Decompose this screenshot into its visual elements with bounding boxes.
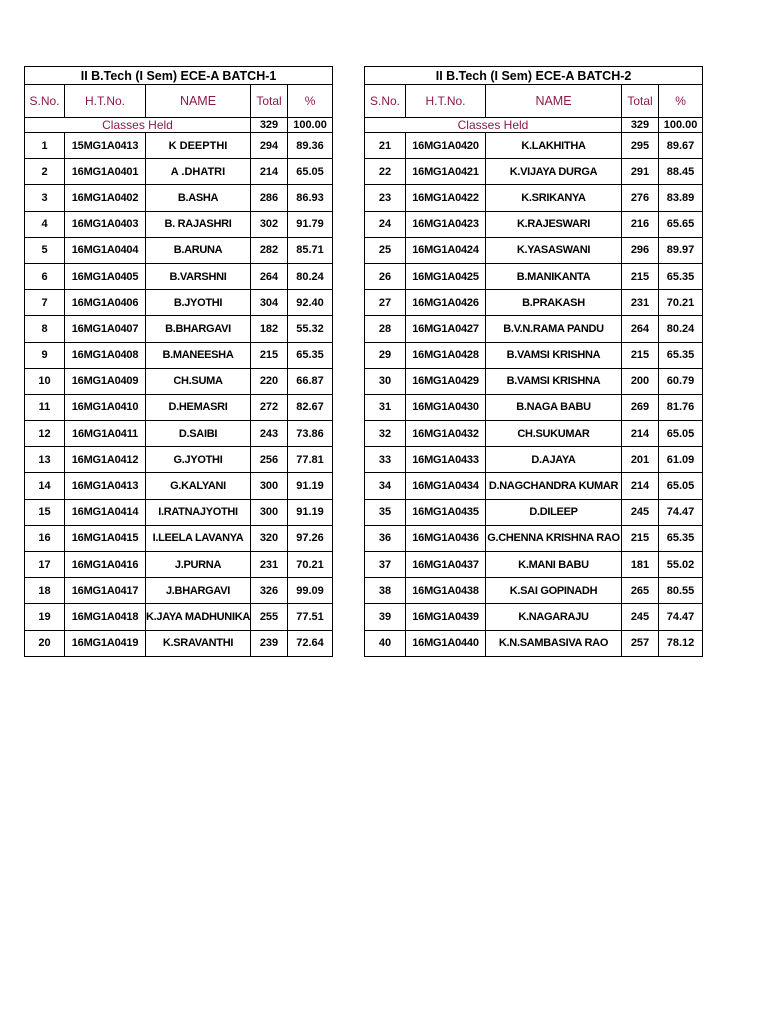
student-name-cell: K.SAI GOPINADH — [486, 578, 622, 604]
table-row — [365, 499, 703, 525]
classes-held-percent: 100.00 — [288, 118, 333, 133]
student-name-cell: B.JYOTHI — [146, 290, 251, 316]
hall-ticket-cell: 16MG1A0437 — [406, 552, 486, 578]
serial-number-cell: 33 — [365, 447, 406, 473]
serial-number-cell: 31 — [365, 394, 406, 420]
hall-ticket-cell: 16MG1A0406 — [65, 290, 146, 316]
attended-total-cell: 326 — [251, 578, 288, 604]
serial-number-cell: 14 — [25, 473, 65, 499]
batch-1-table — [24, 66, 333, 657]
attendance-percent-cell: 65.35 — [659, 525, 703, 551]
attendance-percent-cell: 55.02 — [659, 552, 703, 578]
attendance-percent-cell: 80.24 — [288, 263, 333, 289]
attendance-percent-cell: 70.21 — [288, 552, 333, 578]
student-name-cell: B.V.N.RAMA PANDU — [486, 316, 622, 342]
table-row — [365, 421, 703, 447]
table-row — [25, 578, 333, 604]
serial-number-cell: 15 — [25, 499, 65, 525]
attended-total-cell: 256 — [251, 447, 288, 473]
hall-ticket-cell: 16MG1A0415 — [65, 525, 146, 551]
student-name-cell: K.VIJAYA DURGA — [486, 159, 622, 185]
attendance-percent-cell: 65.35 — [659, 342, 703, 368]
attended-total-cell: 201 — [622, 447, 659, 473]
student-name-cell: K.NAGARAJU — [486, 604, 622, 630]
student-name-cell: I.LEELA LAVANYA — [146, 525, 251, 551]
attendance-percent-cell: 91.79 — [288, 211, 333, 237]
attendance-percent-cell: 73.86 — [288, 421, 333, 447]
hall-ticket-cell: 16MG1A0439 — [406, 604, 486, 630]
attendance-percent-cell: 92.40 — [288, 290, 333, 316]
student-name-cell: B.MANEESHA — [146, 342, 251, 368]
serial-number-cell: 37 — [365, 552, 406, 578]
table-row — [25, 368, 333, 394]
student-name-cell: K.LAKHITHA — [486, 133, 622, 159]
attended-total-cell: 245 — [622, 604, 659, 630]
header-percent: % — [288, 85, 333, 118]
attendance-percent-cell: 65.35 — [659, 263, 703, 289]
attended-total-cell: 295 — [622, 133, 659, 159]
attended-total-cell: 215 — [622, 525, 659, 551]
student-name-cell: B.VAMSI KRISHNA — [486, 342, 622, 368]
hall-ticket-cell: 16MG1A0423 — [406, 211, 486, 237]
attended-total-cell: 214 — [622, 421, 659, 447]
table-row — [25, 421, 333, 447]
attendance-percent-cell: 89.67 — [659, 133, 703, 159]
attended-total-cell: 264 — [622, 316, 659, 342]
hall-ticket-cell: 16MG1A0417 — [65, 578, 146, 604]
hall-ticket-cell: 16MG1A0427 — [406, 316, 486, 342]
batch-title: II B.Tech (I Sem) ECE-A BATCH-2 — [365, 67, 703, 85]
attendance-percent-cell: 65.05 — [288, 159, 333, 185]
attended-total-cell: 264 — [251, 263, 288, 289]
hall-ticket-cell: 16MG1A0429 — [406, 368, 486, 394]
hall-ticket-cell: 16MG1A0421 — [406, 159, 486, 185]
serial-number-cell: 20 — [25, 630, 65, 656]
hall-ticket-cell: 16MG1A0413 — [65, 473, 146, 499]
student-name-cell: B.PRAKASH — [486, 290, 622, 316]
attended-total-cell: 320 — [251, 525, 288, 551]
serial-number-cell: 32 — [365, 421, 406, 447]
attendance-percent-cell: 91.19 — [288, 499, 333, 525]
attended-total-cell: 294 — [251, 133, 288, 159]
hall-ticket-cell: 16MG1A0401 — [65, 159, 146, 185]
student-name-cell: CH.SUMA — [146, 368, 251, 394]
attendance-percent-cell: 65.05 — [659, 421, 703, 447]
student-name-cell: B. RAJASHRI — [146, 211, 251, 237]
attended-total-cell: 304 — [251, 290, 288, 316]
classes-held-total: 329 — [622, 118, 659, 133]
serial-number-cell: 2 — [25, 159, 65, 185]
hall-ticket-cell: 16MG1A0430 — [406, 394, 486, 420]
hall-ticket-cell: 16MG1A0424 — [406, 237, 486, 263]
student-name-cell: B.BHARGAVI — [146, 316, 251, 342]
header-htno: H.T.No. — [406, 85, 486, 118]
hall-ticket-cell: 16MG1A0410 — [65, 394, 146, 420]
attended-total-cell: 282 — [251, 237, 288, 263]
hall-ticket-cell: 16MG1A0426 — [406, 290, 486, 316]
student-name-cell: K.YASASWANI — [486, 237, 622, 263]
attendance-percent-cell: 60.79 — [659, 368, 703, 394]
serial-number-cell: 7 — [25, 290, 65, 316]
attended-total-cell: 215 — [251, 342, 288, 368]
serial-number-cell: 36 — [365, 525, 406, 551]
attendance-percent-cell: 80.24 — [659, 316, 703, 342]
hall-ticket-cell: 16MG1A0414 — [65, 499, 146, 525]
attended-total-cell: 286 — [251, 185, 288, 211]
header-percent: % — [659, 85, 703, 118]
table-row — [365, 237, 703, 263]
table-row — [25, 290, 333, 316]
attendance-percent-cell: 86.93 — [288, 185, 333, 211]
attended-total-cell: 302 — [251, 211, 288, 237]
attendance-percent-cell: 55.32 — [288, 316, 333, 342]
attendance-percent-cell: 85.71 — [288, 237, 333, 263]
classes-held-label: Classes Held — [25, 118, 251, 133]
student-name-cell: K.SRIKANYA — [486, 185, 622, 211]
attendance-percent-cell: 65.05 — [659, 473, 703, 499]
attended-total-cell: 216 — [622, 211, 659, 237]
header-htno: H.T.No. — [65, 85, 146, 118]
student-name-cell: I.RATNAJYOTHI — [146, 499, 251, 525]
serial-number-cell: 24 — [365, 211, 406, 237]
attended-total-cell: 269 — [622, 394, 659, 420]
serial-number-cell: 34 — [365, 473, 406, 499]
student-name-cell: G.JYOTHI — [146, 447, 251, 473]
attended-total-cell: 255 — [251, 604, 288, 630]
student-name-cell: J.BHARGAVI — [146, 578, 251, 604]
attended-total-cell: 265 — [622, 578, 659, 604]
serial-number-cell: 39 — [365, 604, 406, 630]
student-name-cell: J.PURNA — [146, 552, 251, 578]
serial-number-cell: 13 — [25, 447, 65, 473]
attended-total-cell: 214 — [622, 473, 659, 499]
serial-number-cell: 29 — [365, 342, 406, 368]
attended-total-cell: 239 — [251, 630, 288, 656]
hall-ticket-cell: 16MG1A0408 — [65, 342, 146, 368]
student-name-cell: A .DHATRI — [146, 159, 251, 185]
attendance-percent-cell: 78.12 — [659, 630, 703, 656]
hall-ticket-cell: 16MG1A0405 — [65, 263, 146, 289]
table-row — [25, 342, 333, 368]
serial-number-cell: 3 — [25, 185, 65, 211]
attended-total-cell: 181 — [622, 552, 659, 578]
attendance-percent-cell: 99.09 — [288, 578, 333, 604]
student-name-cell: B.VAMSI KRISHNA — [486, 368, 622, 394]
hall-ticket-cell: 16MG1A0432 — [406, 421, 486, 447]
attendance-percent-cell: 66.87 — [288, 368, 333, 394]
student-name-cell: D.HEMASRI — [146, 394, 251, 420]
student-name-cell: K.MANI BABU — [486, 552, 622, 578]
table-row — [25, 552, 333, 578]
attendance-percent-cell: 82.67 — [288, 394, 333, 420]
table-row — [365, 290, 703, 316]
header-name: NAME — [146, 85, 251, 118]
table-row — [25, 185, 333, 211]
attendance-percent-cell: 81.76 — [659, 394, 703, 420]
attended-total-cell: 300 — [251, 473, 288, 499]
serial-number-cell: 9 — [25, 342, 65, 368]
serial-number-cell: 17 — [25, 552, 65, 578]
attendance-percent-cell: 65.65 — [659, 211, 703, 237]
header-name: NAME — [486, 85, 622, 118]
serial-number-cell: 25 — [365, 237, 406, 263]
table-row — [25, 630, 333, 656]
attended-total-cell: 296 — [622, 237, 659, 263]
attendance-percent-cell: 74.47 — [659, 604, 703, 630]
student-name-cell: D.DILEEP — [486, 499, 622, 525]
hall-ticket-cell: 16MG1A0416 — [65, 552, 146, 578]
hall-ticket-cell: 16MG1A0438 — [406, 578, 486, 604]
table-row — [365, 630, 703, 656]
serial-number-cell: 8 — [25, 316, 65, 342]
student-name-cell: K DEEPTHI — [146, 133, 251, 159]
classes-held-label: Classes Held — [365, 118, 622, 133]
hall-ticket-cell: 15MG1A0413 — [65, 133, 146, 159]
hall-ticket-cell: 16MG1A0403 — [65, 211, 146, 237]
attendance-percent-cell: 88.45 — [659, 159, 703, 185]
table-row — [25, 263, 333, 289]
hall-ticket-cell: 16MG1A0404 — [65, 237, 146, 263]
table-row — [365, 552, 703, 578]
serial-number-cell: 12 — [25, 421, 65, 447]
hall-ticket-cell: 16MG1A0434 — [406, 473, 486, 499]
table-row — [25, 159, 333, 185]
table-row — [365, 525, 703, 551]
hall-ticket-cell: 16MG1A0412 — [65, 447, 146, 473]
table-row — [365, 159, 703, 185]
serial-number-cell: 16 — [25, 525, 65, 551]
serial-number-cell: 5 — [25, 237, 65, 263]
attendance-percent-cell: 65.35 — [288, 342, 333, 368]
hall-ticket-cell: 16MG1A0402 — [65, 185, 146, 211]
table-row — [365, 368, 703, 394]
table-row — [25, 499, 333, 525]
serial-number-cell: 6 — [25, 263, 65, 289]
attendance-percent-cell: 77.81 — [288, 447, 333, 473]
attended-total-cell: 272 — [251, 394, 288, 420]
table-row — [25, 447, 333, 473]
hall-ticket-cell: 16MG1A0422 — [406, 185, 486, 211]
serial-number-cell: 26 — [365, 263, 406, 289]
attendance-percent-cell: 72.64 — [288, 630, 333, 656]
student-name-cell: B.ASHA — [146, 185, 251, 211]
table-row — [25, 316, 333, 342]
table-row — [365, 394, 703, 420]
student-name-cell: K.RAJESWARI — [486, 211, 622, 237]
attendance-percent-cell: 91.19 — [288, 473, 333, 499]
attendance-percent-cell: 89.36 — [288, 133, 333, 159]
serial-number-cell: 28 — [365, 316, 406, 342]
hall-ticket-cell: 16MG1A0433 — [406, 447, 486, 473]
attended-total-cell: 182 — [251, 316, 288, 342]
attended-total-cell: 257 — [622, 630, 659, 656]
hall-ticket-cell: 16MG1A0425 — [406, 263, 486, 289]
table-row — [365, 342, 703, 368]
hall-ticket-cell: 16MG1A0411 — [65, 421, 146, 447]
serial-number-cell: 27 — [365, 290, 406, 316]
hall-ticket-cell: 16MG1A0428 — [406, 342, 486, 368]
serial-number-cell: 35 — [365, 499, 406, 525]
student-name-cell: K.SRAVANTHI — [146, 630, 251, 656]
serial-number-cell: 11 — [25, 394, 65, 420]
table-row — [25, 394, 333, 420]
attended-total-cell: 215 — [622, 342, 659, 368]
student-name-cell: B.ARUNA — [146, 237, 251, 263]
attendance-percent-cell: 97.26 — [288, 525, 333, 551]
serial-number-cell: 1 — [25, 133, 65, 159]
table-row — [365, 316, 703, 342]
attendance-percent-cell: 83.89 — [659, 185, 703, 211]
table-row — [365, 263, 703, 289]
attended-total-cell: 243 — [251, 421, 288, 447]
batch-2-table — [364, 66, 703, 657]
attended-total-cell: 300 — [251, 499, 288, 525]
attended-total-cell: 215 — [622, 263, 659, 289]
student-name-cell: K.N.SAMBASIVA RAO — [486, 630, 622, 656]
attendance-percent-cell: 77.51 — [288, 604, 333, 630]
table-row — [365, 578, 703, 604]
table-row — [365, 473, 703, 499]
serial-number-cell: 18 — [25, 578, 65, 604]
table-row — [365, 447, 703, 473]
table-row — [25, 473, 333, 499]
table-row — [25, 604, 333, 630]
serial-number-cell: 40 — [365, 630, 406, 656]
serial-number-cell: 22 — [365, 159, 406, 185]
serial-number-cell: 19 — [25, 604, 65, 630]
attendance-percent-cell: 70.21 — [659, 290, 703, 316]
student-name-cell: D.AJAYA — [486, 447, 622, 473]
attendance-percent-cell: 80.55 — [659, 578, 703, 604]
table-row — [365, 185, 703, 211]
attended-total-cell: 231 — [251, 552, 288, 578]
table-row — [365, 211, 703, 237]
student-name-cell: G.CHENNA KRISHNA RAO — [486, 525, 622, 551]
serial-number-cell: 4 — [25, 211, 65, 237]
table-row — [25, 211, 333, 237]
serial-number-cell: 21 — [365, 133, 406, 159]
serial-number-cell: 23 — [365, 185, 406, 211]
student-name-cell: CH.SUKUMAR — [486, 421, 622, 447]
table-row — [25, 133, 333, 159]
hall-ticket-cell: 16MG1A0418 — [65, 604, 146, 630]
table-row — [25, 525, 333, 551]
student-name-cell: B.VARSHNI — [146, 263, 251, 289]
header-total: Total — [622, 85, 659, 118]
header-sno: S.No. — [365, 85, 406, 118]
attended-total-cell: 220 — [251, 368, 288, 394]
student-name-cell: D.SAIBI — [146, 421, 251, 447]
header-sno: S.No. — [25, 85, 65, 118]
hall-ticket-cell: 16MG1A0420 — [406, 133, 486, 159]
hall-ticket-cell: 16MG1A0435 — [406, 499, 486, 525]
student-name-cell: B.NAGA BABU — [486, 394, 622, 420]
attended-total-cell: 291 — [622, 159, 659, 185]
hall-ticket-cell: 16MG1A0407 — [65, 316, 146, 342]
student-name-cell: D.NAGCHANDRA KUMAR — [486, 473, 622, 499]
hall-ticket-cell: 16MG1A0440 — [406, 630, 486, 656]
student-name-cell: K.JAYA MADHUNIKA — [146, 604, 251, 630]
attended-total-cell: 231 — [622, 290, 659, 316]
attendance-percent-cell: 61.09 — [659, 447, 703, 473]
classes-held-percent: 100.00 — [659, 118, 703, 133]
header-total: Total — [251, 85, 288, 118]
serial-number-cell: 10 — [25, 368, 65, 394]
table-row — [365, 133, 703, 159]
attended-total-cell: 245 — [622, 499, 659, 525]
classes-held-total: 329 — [251, 118, 288, 133]
student-name-cell: B.MANIKANTA — [486, 263, 622, 289]
student-name-cell: G.KALYANI — [146, 473, 251, 499]
batch-title: II B.Tech (I Sem) ECE-A BATCH-1 — [25, 67, 333, 85]
table-row — [365, 604, 703, 630]
table-row — [25, 237, 333, 263]
attended-total-cell: 200 — [622, 368, 659, 394]
hall-ticket-cell: 16MG1A0409 — [65, 368, 146, 394]
hall-ticket-cell: 16MG1A0436 — [406, 525, 486, 551]
serial-number-cell: 30 — [365, 368, 406, 394]
attended-total-cell: 214 — [251, 159, 288, 185]
attendance-percent-cell: 74.47 — [659, 499, 703, 525]
attendance-percent-cell: 89.97 — [659, 237, 703, 263]
hall-ticket-cell: 16MG1A0419 — [65, 630, 146, 656]
attended-total-cell: 276 — [622, 185, 659, 211]
serial-number-cell: 38 — [365, 578, 406, 604]
